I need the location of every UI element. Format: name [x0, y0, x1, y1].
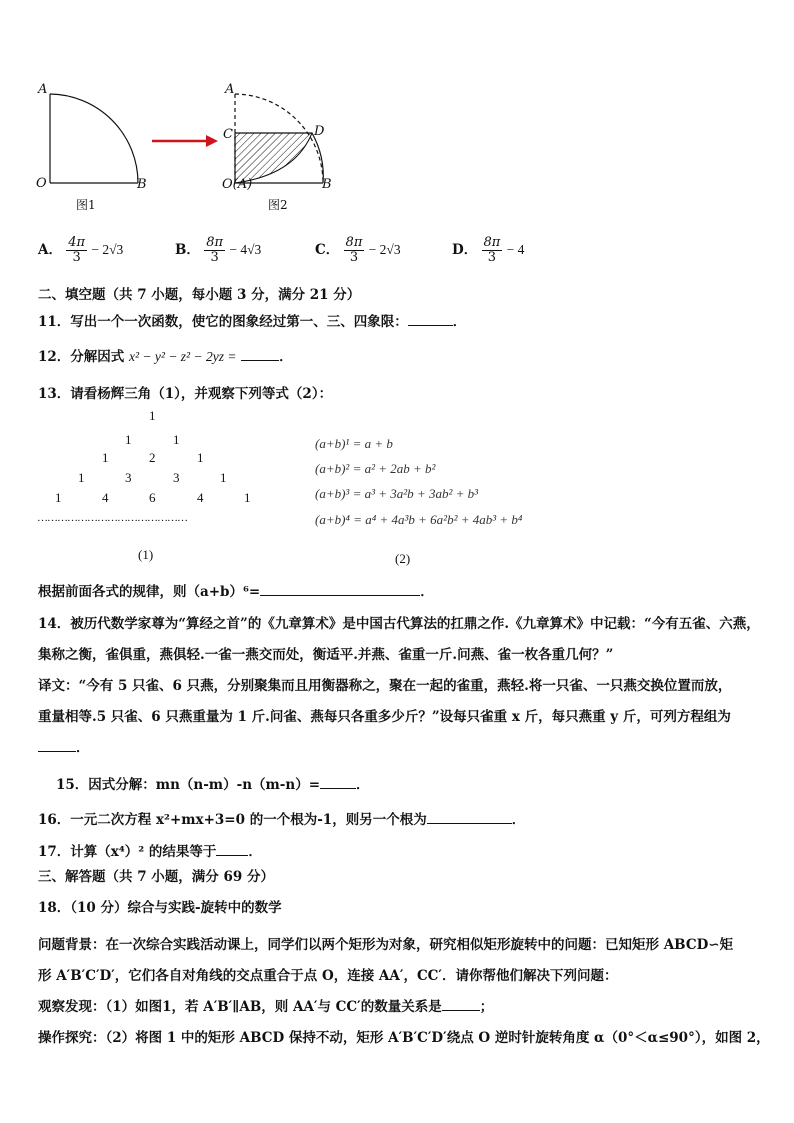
fig2-label-B: B: [322, 177, 332, 192]
question-18-operate: 操作探究：（2）将图 1 中的矩形 ABCD 保持不动，矩形 A′B′C′D′绕点 O 逆时针旋转角度 α（0°＜α≤90°），如图 2，: [38, 1030, 770, 1046]
yh-r5: 4: [102, 490, 109, 505]
option-b: B． $\frac{8\pi}{3}$ − 4√3: [175, 235, 262, 265]
yh-caption-2: (2): [395, 551, 411, 566]
fig1-caption: 图1: [76, 198, 96, 212]
question-14-line-1: 14．被历代数学家尊为“算经之首”的《九章算术》是中国古代算法的扛鼎之作.《九章算术》中记载：“今有五雀、六燕，: [38, 616, 760, 632]
yh-r3: 1: [102, 450, 109, 465]
question-14-line-2: 集称之衡，雀俱重，燕俱轻.一雀一燕交而处，衡适平.并燕、雀重一斤.问燕、雀一枚各重几何？”: [38, 647, 614, 663]
question-14-line-4: 重量相等.5 只雀、6 只燕重量为 1 斤.问雀、燕每只各重多少斤？”设每只雀重 x 斤，每只燕重 y 斤，可列方程组为: [38, 709, 731, 725]
question-14-line-3: 译文：“今有 5 只雀、6 只燕，分别聚集而且用衡器称之，聚在一起的雀重，燕轻.将一只雀、一只燕交换位置而放，: [38, 678, 732, 694]
binomial-eq-3: (a+b)³ = a³ + 3a²b + 3ab² + b³: [315, 486, 479, 501]
fig1-label-B: B: [137, 177, 147, 192]
question-14-answer: ．: [38, 739, 90, 757]
fig2-label-D: D: [314, 124, 325, 139]
fig2-label-OA: O(A): [222, 177, 253, 192]
question-15: 15．因式分解：mn（n-m）-n（m-n）= ．: [56, 777, 370, 793]
yh-r4: 1: [78, 470, 85, 485]
yh-r4: 1: [220, 470, 227, 485]
yh-r5: 4: [197, 490, 204, 505]
question-13: 13．请看杨辉三角（1），并观察下列等式（2）：: [38, 386, 333, 402]
yh-dots: ………………………………………: [37, 512, 187, 524]
yh-r2: 1: [125, 432, 132, 447]
question-16: 16．一元二次方程 x²+mx+3=0 的一个根为-1，则另一个根为 ．: [38, 812, 526, 828]
fig1-label-O: O: [36, 176, 47, 191]
option-d: D． $\frac{8\pi}{3}$ − 4: [452, 235, 525, 265]
option-a: A． $\frac{4\pi}{3}$ − 2√3: [38, 235, 124, 265]
question-11: 11．写出一个一次函数，使它的图象经过第一、三、四象限： ．: [38, 314, 467, 330]
yh-r1: 1: [149, 408, 156, 423]
figure-2-folded-quarter-circle: [215, 80, 345, 215]
binomial-eq-4: (a+b)⁴ = a⁴ + 4a³b + 6a²b² + 4ab³ + b⁴: [315, 512, 523, 527]
yh-r4: 3: [125, 470, 132, 485]
yh-r4: 3: [173, 470, 180, 485]
section-2-title: 二、填空题（共 7 小题，每小题 3 分，满分 21 分）: [38, 287, 361, 303]
red-arrow-icon: [150, 133, 220, 149]
question-13-ask: 根据前面各式的规律，则（a+b）⁶= ．: [38, 584, 434, 600]
question-18-title: 18．（10 分）综合与实践-旋转中的数学: [38, 900, 282, 916]
question-18-background-2: 形 A′B′C′D′，它们各自对角线的交点重合于点 O，连接 AA′，CC′．请你帮他们解决下列问题：: [38, 968, 618, 984]
fig1-label-A: A: [38, 82, 48, 97]
figure-1-quarter-circle: [30, 80, 160, 215]
yh-r5: 6: [149, 490, 156, 505]
yh-r3: 1: [197, 450, 204, 465]
question-18-observe: 观察发现：（1）如图1，若 A′B′∥AB，则 AA′与 CC′的数量关系是 ；: [38, 999, 494, 1015]
option-c: C． $\frac{8\pi}{3}$ − 2√3: [315, 235, 401, 265]
question-18-background-1: 问题背景：在一次综合实践活动课上，同学们以两个矩形为对象，研究相似矩形旋转中的问题：已知矩形 ABCD∽矩: [38, 937, 734, 953]
yh-r2: 1: [173, 432, 180, 447]
yh-r3: 2: [149, 450, 156, 465]
yh-r5: 1: [244, 490, 251, 505]
fig2-caption: 图2: [268, 198, 288, 212]
binomial-eq-2: (a+b)² = a² + 2ab + b²: [315, 461, 436, 476]
yh-r5: 1: [55, 490, 62, 505]
fig2-label-A: A: [225, 82, 235, 97]
question-17: 17．计算（x⁴）² 的结果等于 ．: [38, 844, 262, 860]
question-12: 12．分解因式 x² − y² − z² − 2yz = ．: [38, 349, 293, 365]
fig2-label-C: C: [223, 127, 233, 142]
binomial-eq-1: (a+b)¹ = a + b: [315, 436, 393, 451]
yh-caption-1: (1): [138, 547, 154, 562]
section-3-title: 三、解答题（共 7 小题，满分 69 分）: [38, 869, 274, 885]
